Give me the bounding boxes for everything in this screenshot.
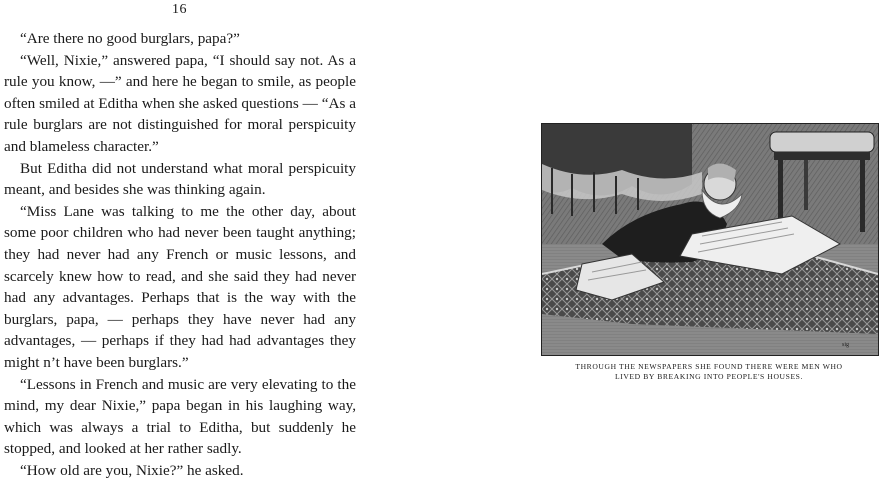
caption-line: THROUGH THE NEWSPAPERS SHE FOUND THERE WERE MEN WHO xyxy=(575,362,843,371)
left-page xyxy=(0,0,440,479)
illustration-caption xyxy=(541,362,877,382)
engraving-illustration xyxy=(541,123,879,356)
right-page xyxy=(441,0,881,473)
paragraph: “How old are you, Nixie?” he asked. xyxy=(20,461,244,479)
svg-text:sig: sig xyxy=(842,342,850,348)
girl-reading-newspaper-engraving xyxy=(542,124,878,355)
paragraph: “Miss Lane was talking to me the other day, about some poor children who had never been taught anything; they had never had any French or music lessons, and scarcely knew how to read, and she said they had never had any advantages. Perhaps that is the way with the burglars, papa, — perhaps they have never had any advantages, — perhaps if they had had advantages they might n’t have been burglars.” xyxy=(4,202,356,371)
caption-line: LIVED BY BREAKING INTO PEOPLE'S HOUSES. xyxy=(614,372,804,381)
paragraph: “Well, Nixie,” answered papa, “I should say not. As a rule you know, —” and here he began to smile, as people often smiled at Editha when she asked questions — “As a rule burglars are not distinguished for moral perspicuity and blameless character.” xyxy=(4,51,356,155)
page-number: 16 xyxy=(172,2,187,17)
body-text xyxy=(4,28,356,481)
paragraph: But Editha did not understand what moral perspicuity meant, and besides she was thinking again. xyxy=(4,159,356,199)
paragraph: “Lessons in French and music are very elevating to the mind, my dear Nixie,” papa began in his laughing way, which was always a trial to Editha, but suddenly he stopped, and looked at her rather sadly. xyxy=(4,375,356,458)
paragraph: “Are there no good burglars, papa?” xyxy=(20,30,240,47)
